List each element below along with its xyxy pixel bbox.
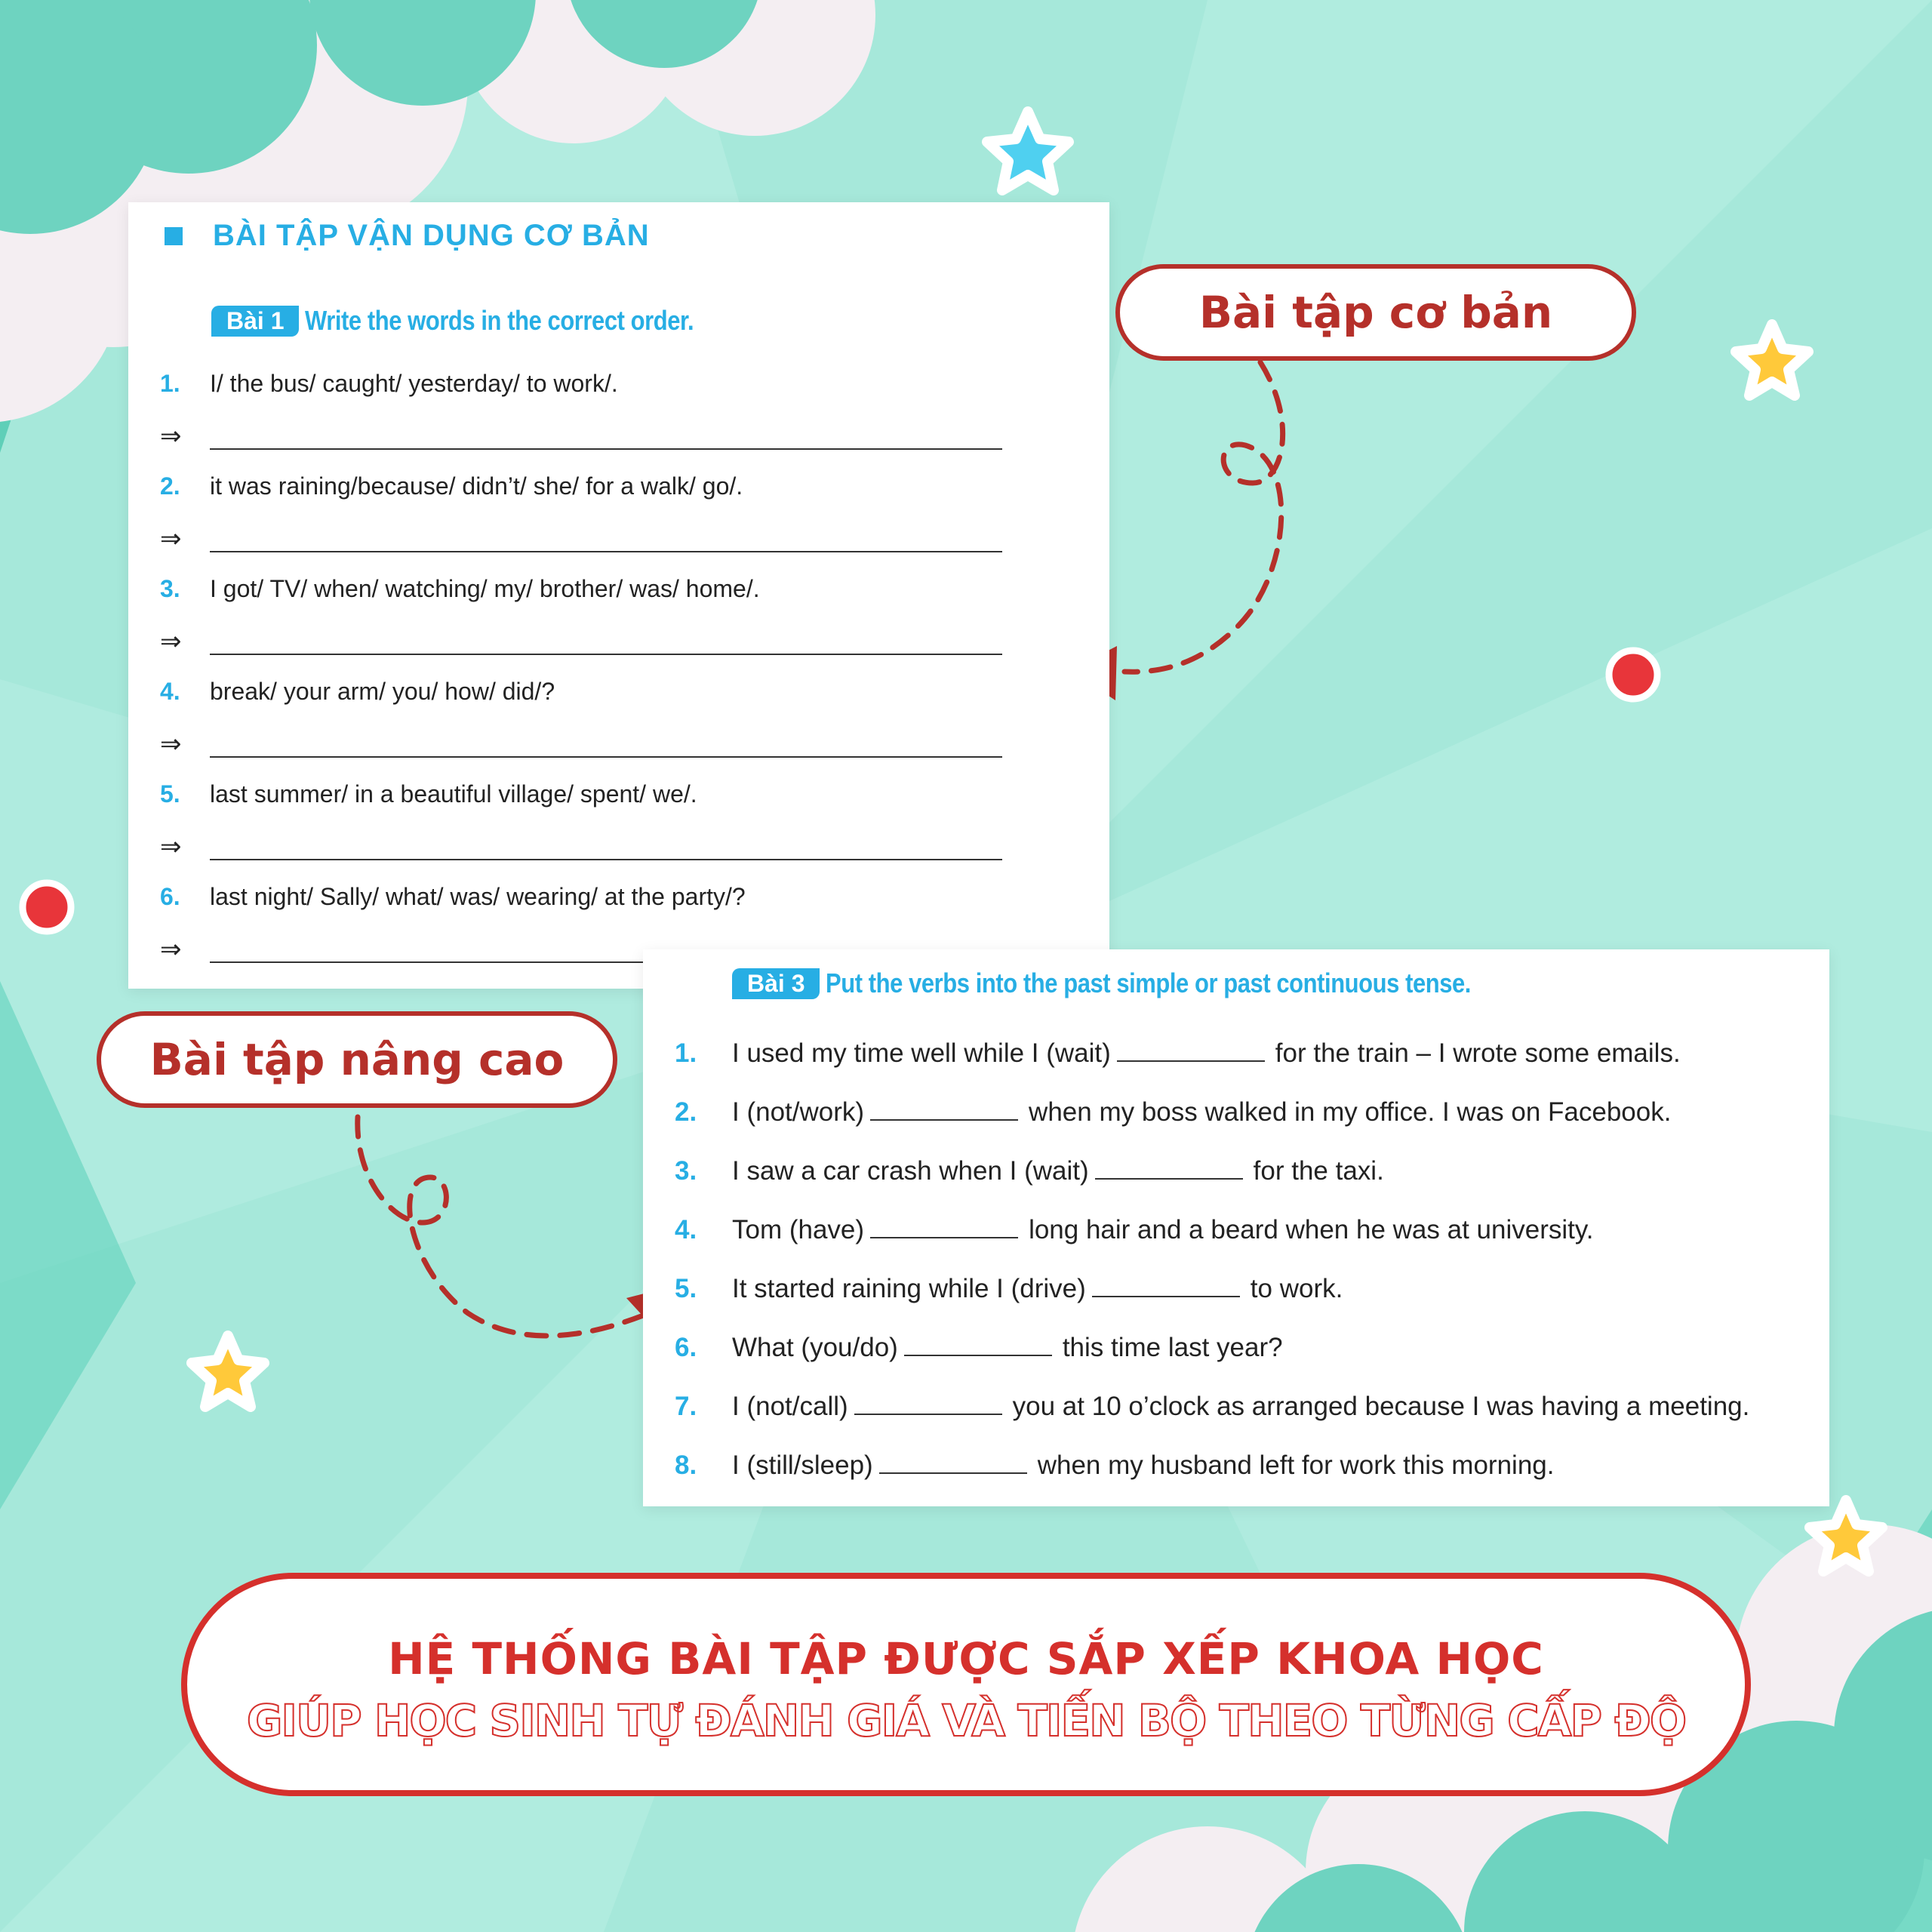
answer-blank[interactable] — [210, 551, 1002, 552]
item-text-after: long hair and a beard when he was at university. — [1029, 1215, 1594, 1244]
item-text-after: when my boss walked in my office. I was on Facebook. — [1029, 1097, 1672, 1127]
answer-blank[interactable] — [210, 448, 1002, 450]
item-number: 3. — [675, 1156, 697, 1186]
answer-blank[interactable] — [879, 1451, 1027, 1474]
exercise3-item — [675, 1097, 1807, 1135]
answer-blank[interactable] — [870, 1098, 1018, 1121]
item-number: 2. — [675, 1097, 697, 1127]
exercise3-item — [675, 1451, 1807, 1488]
item-text-after: you at 10 o’clock as arranged because I was having a meeting. — [1012, 1392, 1750, 1421]
arrow-right-icon: ⇒ — [160, 525, 182, 553]
exercise3-item — [675, 1038, 1807, 1076]
exercise1-title: Write the words in the correct order. — [305, 305, 694, 336]
section-title — [165, 219, 650, 253]
answer-blank[interactable] — [210, 654, 1002, 655]
answer-line[interactable] — [160, 832, 1066, 869]
exercise3-item — [675, 1333, 1807, 1371]
answer-line[interactable] — [160, 421, 1066, 459]
advanced-exercises-label: Bài tập nâng cao — [97, 1011, 617, 1108]
item-number: 6. — [160, 883, 180, 910]
item-text: last summer/ in a beautiful village/ spent/ we/. — [210, 780, 697, 808]
item-number: 3. — [160, 575, 180, 602]
item-text-after: for the train – I wrote some emails. — [1275, 1038, 1681, 1068]
bottom-banner — [181, 1573, 1751, 1796]
square-bullet-icon — [165, 227, 183, 245]
item-text: I got/ TV/ when/ watching/ my/ brother/ was/ home/. — [210, 575, 760, 602]
answer-line[interactable] — [160, 524, 1066, 561]
item-text-before: What (you/do) — [732, 1333, 898, 1362]
item-number: 4. — [675, 1215, 697, 1244]
answer-blank[interactable] — [210, 756, 1002, 758]
exercise3-badge: Bài 3 — [732, 968, 820, 999]
exercise3-header — [732, 968, 1577, 999]
answer-blank[interactable] — [210, 859, 1002, 860]
exercise1-sheet — [128, 202, 1109, 989]
answer-blank[interactable] — [870, 1216, 1018, 1238]
answer-blank[interactable] — [904, 1334, 1052, 1356]
item-text-before: I (not/work) — [732, 1097, 865, 1127]
banner-line2: GIÚP HỌC SINH TỰ ĐÁNH GIÁ VÀ TIẾN BỘ THEO TỪNG CẤP ĐỘ — [246, 1695, 1686, 1746]
item-number: 2. — [160, 472, 180, 500]
exercise1-badge: Bài 1 — [211, 306, 299, 337]
answer-line[interactable] — [160, 626, 1066, 664]
item-text-after: when my husband left for work this morning. — [1037, 1451, 1555, 1480]
exercise3-item — [675, 1392, 1807, 1429]
arrow-right-icon: ⇒ — [160, 832, 182, 861]
item-text: last night/ Sally/ what/ was/ wearing/ at the party/? — [210, 883, 746, 910]
item-text-after: to work. — [1250, 1274, 1343, 1303]
item-text-before: I saw a car crash when I (wait) — [732, 1156, 1089, 1186]
item-text-before: It started raining while I (drive) — [732, 1274, 1086, 1303]
item-number: 5. — [675, 1274, 697, 1303]
item-text: break/ your arm/ you/ how/ did/? — [210, 678, 555, 705]
arrow-right-icon: ⇒ — [160, 422, 182, 451]
answer-blank[interactable] — [1092, 1275, 1240, 1297]
exercise1-header — [211, 305, 757, 337]
exercise3-title: Put the verbs into the past simple or past continuous tense. — [826, 968, 1472, 998]
answer-blank[interactable] — [1117, 1039, 1265, 1062]
exercise3-item — [675, 1156, 1807, 1194]
item-text-before: I (not/call) — [732, 1392, 848, 1421]
answer-blank[interactable] — [854, 1392, 1002, 1415]
item-number: 4. — [160, 678, 180, 705]
exercise3-item — [675, 1274, 1807, 1312]
basic-exercises-label: Bài tập cơ bản — [1115, 264, 1636, 361]
item-text-before: Tom (have) — [732, 1215, 865, 1244]
item-text: it was raining/because/ didn’t/ she/ for a walk/ go/. — [210, 472, 743, 500]
exercise3-sheet — [643, 949, 1829, 1506]
section-title-text: BÀI TẬP VẬN DỤNG CƠ BẢN — [213, 219, 650, 252]
item-number: 6. — [675, 1333, 697, 1362]
arrow-right-icon: ⇒ — [160, 935, 182, 964]
item-text-before: I (still/sleep) — [732, 1451, 873, 1480]
answer-blank[interactable] — [1095, 1157, 1243, 1180]
item-number: 5. — [160, 780, 180, 808]
item-text-before: I used my time well while I (wait) — [732, 1038, 1111, 1068]
arrow-right-icon: ⇒ — [160, 730, 182, 758]
exercise3-item — [675, 1215, 1807, 1253]
item-text: I/ the bus/ caught/ yesterday/ to work/. — [210, 370, 618, 397]
item-text-after: for the taxi. — [1253, 1156, 1384, 1186]
item-text-after: this time last year? — [1062, 1333, 1283, 1362]
item-number: 1. — [160, 370, 180, 397]
banner-line1: HỆ THỐNG BÀI TẬP ĐƯỢC SẮP XẾP KHOA HỌC — [388, 1633, 1544, 1684]
item-number: 8. — [675, 1451, 697, 1480]
arrow-right-icon: ⇒ — [160, 627, 182, 656]
answer-line[interactable] — [160, 729, 1066, 767]
item-number: 7. — [675, 1392, 697, 1421]
item-number: 1. — [675, 1038, 697, 1068]
